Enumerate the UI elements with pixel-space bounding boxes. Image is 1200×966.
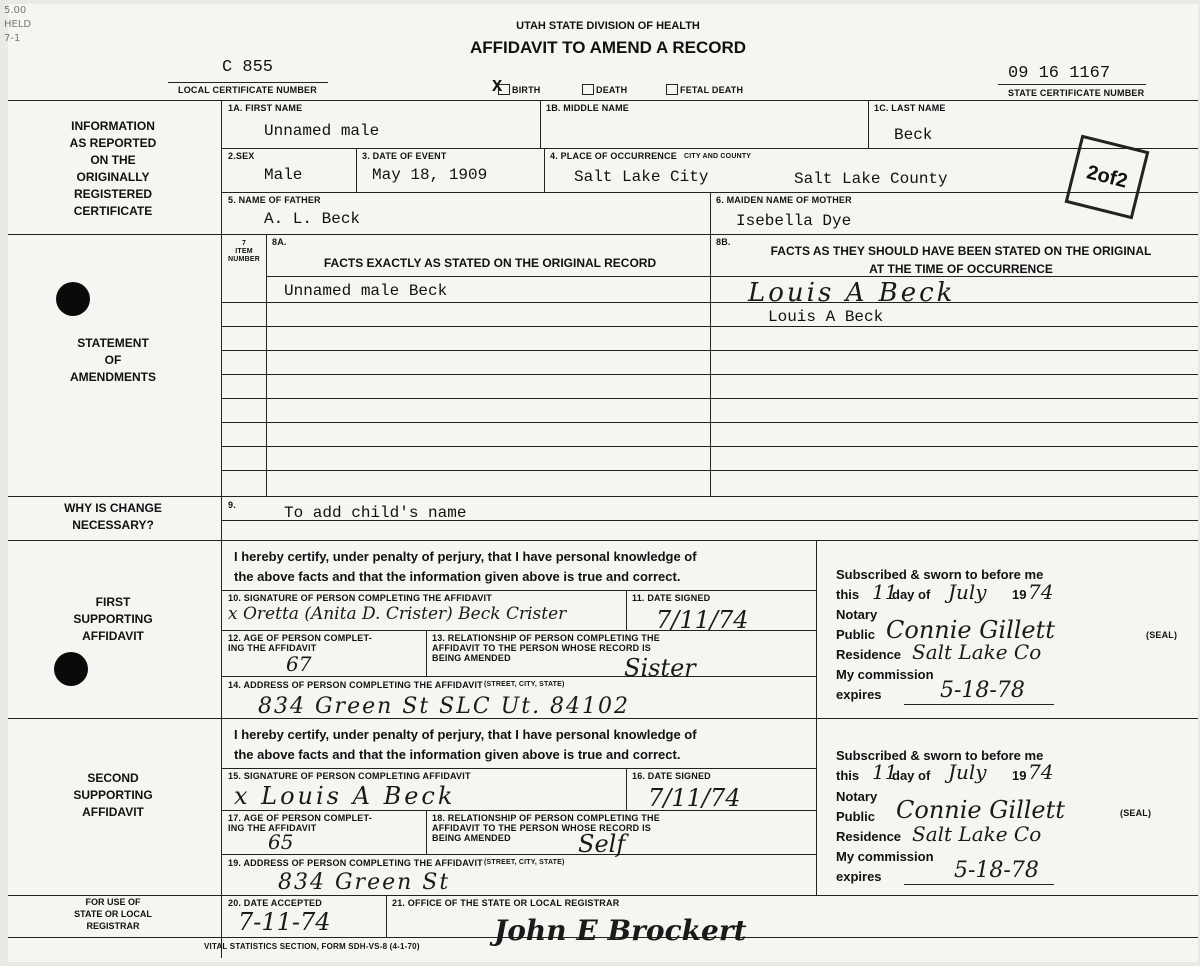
form-footer: VITAL STATISTICS SECTION, FORM SDH-VS-8 (4-1-70) (204, 942, 420, 951)
second-seal-label: (SEAL) (1120, 808, 1152, 818)
corner-note: 5.00 HELD 7-1 (4, 5, 32, 44)
first-age: 67 (286, 652, 312, 676)
state-certificate-number: 09 16 1167 (1008, 64, 1111, 83)
second-address-sub-label: (STREET, CITY, STATE) (484, 859, 565, 866)
first-public-label: Public (836, 627, 876, 642)
first-expires-label: expires (836, 687, 882, 702)
county-value: Salt Lake County (794, 170, 948, 188)
state-certificate-label: STATE CERTIFICATE NUMBER (1008, 88, 1145, 98)
second-expires-label: expires (836, 869, 882, 884)
punch-hole-bottom (54, 652, 88, 686)
second-date: 7/11/74 (648, 784, 741, 812)
first-notary-day: 11 (872, 580, 898, 604)
local-certificate-number: C 855 (222, 58, 274, 77)
first-address-sub-label: (STREET, CITY, STATE) (484, 681, 565, 688)
second-public-label: Public (836, 809, 876, 824)
second-relationship-label: 18. RELATIONSHIP OF PERSON COMPLETING THE AFFIDAVIT TO THE PERSON WHOSE RECORD IS BEING AMENDED (432, 813, 660, 843)
first-date: 7/11/74 (656, 606, 749, 634)
why-reason: To add child's name (284, 504, 467, 522)
first-signature-label: 10. SIGNATURE OF PERSON COMPLETING THE AFFIDAVIT (228, 593, 492, 603)
second-signature: x Louis A Beck (234, 782, 456, 810)
first-notary-this: this (836, 587, 860, 602)
death-label: DEATH (596, 85, 628, 95)
second-notary-signature: Connie Gillett (896, 796, 1065, 824)
sex-value: Male (264, 166, 303, 184)
first-date-label: 11. DATE SIGNED (632, 593, 711, 603)
place-sub-label: CITY AND COUNTY (684, 153, 752, 160)
date-of-event-value: May 18, 1909 (372, 166, 488, 184)
first-address: 834 Green St SLC Ut. 84102 (258, 694, 631, 719)
first-address-label: 14. ADDRESS OF PERSON COMPLETING THE AFFIDAVIT (228, 680, 483, 690)
corrected-value: Louis A Beck (768, 308, 884, 326)
first-notary-year: 74 (1028, 580, 1054, 604)
second-age-label: 17. AGE OF PERSON COMPLET- ING THE AFFIDAVIT (228, 813, 372, 833)
father-value: A. L. Beck (264, 210, 361, 228)
why-number: 9. (228, 500, 236, 510)
second-commission-label: My commission (836, 849, 934, 864)
first-seal-label: (SEAL) (1146, 630, 1178, 640)
first-expires-value: 5-18-78 (940, 678, 1025, 703)
second-relationship: Self (578, 830, 626, 858)
fetal-death-label: FETAL DEATH (680, 85, 744, 95)
section-second-affidavit-label: SECOND SUPPORTING AFFIDAVIT (73, 771, 153, 819)
second-address-label: 19. ADDRESS OF PERSON COMPLETING THE AFFIDAVIT (228, 858, 483, 868)
first-relationship-label: 13. RELATIONSHIP OF PERSON COMPLETING THE AFFIDAVIT TO THE PERSON WHOSE RECORD IS BEING AMENDED (432, 633, 660, 663)
middle-name-label: 1B. MIDDLE NAME (546, 103, 630, 113)
fetal-death-checkbox[interactable] (666, 84, 678, 95)
agency-name: UTAH STATE DIVISION OF HEALTH (516, 20, 700, 32)
first-relationship: Sister (624, 654, 696, 682)
page-stamp: 2of2 (1065, 135, 1150, 220)
form-title: AFFIDAVIT TO AMEND A RECORD (469, 38, 747, 57)
first-notary-signature: Connie Gillett (886, 616, 1055, 644)
section-statement-label: STATEMENT OF AMENDMENTS (70, 336, 156, 384)
second-date-label: 16. DATE SIGNED (632, 771, 711, 781)
col-8b-number: 8B. (716, 237, 731, 247)
punch-hole-top (56, 282, 90, 316)
second-notary-year: 74 (1028, 760, 1054, 784)
second-sworn-text: Subscribed & sworn to before me (836, 748, 1044, 763)
place-label: 4. PLACE OF OCCURRENCE (550, 151, 677, 161)
death-checkbox[interactable] (582, 84, 594, 95)
father-label: 5. NAME OF FATHER (228, 195, 321, 205)
second-residence-label: Residence (836, 829, 902, 844)
second-notary-month: July (948, 760, 987, 784)
col-8a-number: 8A. (272, 237, 287, 247)
item-number-label: 7 ITEM NUMBER (228, 240, 260, 263)
registrar-office-label: 21. OFFICE OF THE STATE OR LOCAL REGISTRAR (392, 898, 620, 908)
section-registrar-label: FOR USE OF STATE OR LOCAL REGISTRAR (74, 897, 152, 931)
first-residence-value: Salt Lake Co (912, 640, 1042, 664)
second-signature-label: 15. SIGNATURE OF PERSON COMPLETING AFFIDAVIT (228, 771, 471, 781)
second-expires-value: 5-18-78 (954, 858, 1039, 883)
second-notary-day-of: day of (892, 768, 931, 783)
first-notary-day-of: day of (892, 587, 931, 602)
last-name-label: 1C. LAST NAME (874, 103, 946, 113)
affidavit-document (4, 4, 1198, 962)
first-name-label: 1A. FIRST NAME (228, 103, 303, 113)
city-value: Salt Lake City (574, 168, 709, 186)
first-certify-text: I hereby certify, under penalty of perjury, that I have personal knowledge of the above facts and that the information given above is true and correct. (234, 549, 697, 584)
mother-value: Isebella Dye (736, 212, 852, 230)
mother-label: 6. MAIDEN NAME OF MOTHER (716, 195, 852, 205)
first-signature: x Oretta (Anita D. Crister) Beck Crister (228, 604, 567, 624)
first-commission-label: My commission (836, 667, 934, 682)
registrar-signature: John E Brockert (494, 914, 747, 947)
first-age-label: 12. AGE OF PERSON COMPLET- ING THE AFFIDAVIT (228, 633, 372, 653)
second-address: 834 Green St (278, 870, 451, 895)
first-notary-year-prefix: 19 (1012, 587, 1027, 602)
section-info-label: INFORMATION AS REPORTED ON THE ORIGINALLY REGISTERED CERTIFICATE (69, 119, 157, 218)
section-why-label: WHY IS CHANGE NECESSARY? (64, 501, 162, 532)
date-of-event-label: 3. DATE OF EVENT (362, 151, 447, 161)
second-certify-text: I hereby certify, under penalty of perjury, that I have personal knowledge of the above facts and that the information given above is true and correct. (234, 727, 697, 762)
first-name-value: Unnamed male (264, 122, 380, 140)
birth-label: BIRTH (512, 85, 541, 95)
second-notary-day: 11 (872, 760, 898, 784)
original-value: Unnamed male Beck (284, 282, 448, 300)
corrected-signature: Louis A Beck (748, 278, 956, 308)
second-notary-year-prefix: 19 (1012, 768, 1027, 783)
checkbox-x-mark: X (492, 78, 503, 97)
first-notary-label: Notary (836, 607, 878, 622)
second-notary-this: this (836, 768, 860, 783)
first-notary-month: July (948, 580, 987, 604)
section-first-affidavit-label: FIRST SUPPORTING AFFIDAVIT (73, 595, 153, 643)
second-residence-value: Salt Lake Co (912, 822, 1042, 846)
local-certificate-label: LOCAL CERTIFICATE NUMBER (178, 85, 317, 95)
col-8a-title: FACTS EXACTLY AS STATED ON THE ORIGINAL RECORD (323, 256, 657, 270)
second-age: 65 (268, 830, 294, 854)
date-accepted-value: 7-11-74 (238, 908, 331, 936)
last-name-value: Beck (894, 126, 933, 144)
second-notary-label: Notary (836, 789, 878, 804)
date-accepted-label: 20. DATE ACCEPTED (228, 898, 322, 908)
sex-label: 2.SEX (228, 151, 255, 161)
first-residence-label: Residence (836, 647, 902, 662)
first-sworn-text: Subscribed & sworn to before me (836, 567, 1044, 582)
col-8b-title: FACTS AS THEY SHOULD HAVE BEEN STATED ON THE ORIGINAL AT THE TIME OF OCCURRENCE (770, 244, 1152, 276)
